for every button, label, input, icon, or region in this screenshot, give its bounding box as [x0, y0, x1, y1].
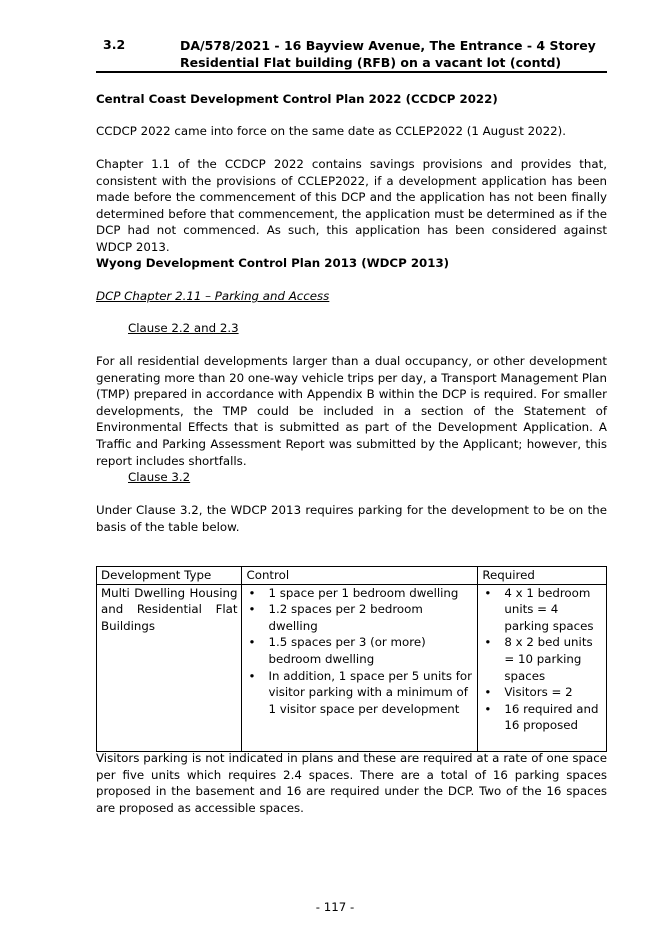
control-list [246, 585, 473, 718]
page-header-title: DA/578/2021 - 16 Bayview Avenue, The Entrance - 4 Storey Residential Flat building (RFB) on a vacant lot (contd) [180, 38, 596, 70]
required-cell [478, 584, 607, 751]
parking-requirements-table [96, 566, 607, 752]
header-rule [96, 71, 607, 73]
clause-3-2-heading: Clause 3.2 [128, 470, 191, 484]
clause-2-2-paragraph: For all residential developments larger than a dual occupancy, or other development generating more than 20 one-way vehicle trips per day, a Transport Management Plan (TMP) prepared in accordance with Appendix B within the DCP is required. For smaller developments, the TMP could be included in a section of the Statement of Environmental Effects that is submitted as part of the Development Application. A Traffic and Parking Assessment Report was submitted by the Applicant; however, this report includes shortfalls. [96, 354, 607, 468]
list-item: • 8 x 2 bed units = 10 parking spaces [482, 634, 602, 684]
wdcp-heading: Wyong Development Control Plan 2013 (WDCP 2013) [96, 256, 450, 270]
dcp-chapter-heading: DCP Chapter 2.11 – Parking and Access [96, 289, 330, 303]
page-number: - 117 - [315, 900, 355, 914]
table-header-cell: Control [242, 567, 478, 585]
ccdcp-heading: Central Coast Development Control Plan 2022 (CCDCP 2022) [96, 92, 498, 106]
clause-2-2-heading: Clause 2.2 and 2.3 [128, 321, 239, 335]
development-type-text: Multi Dwelling Housing and Residential Flat Buildings [101, 585, 238, 633]
control-cell [242, 584, 478, 751]
table-row [97, 584, 607, 751]
list-item: • Visitors = 2 [482, 684, 602, 701]
list-item: • 1.5 spaces per 3 (or more) bedroom dwelling [246, 634, 473, 667]
table-header-row [97, 567, 607, 585]
ccdcp-paragraph-1: CCDCP 2022 came into force on the same date as CCLEP2022 (1 August 2022). [96, 124, 567, 138]
list-item: • 1.2 spaces per 2 bedroom dwelling [246, 601, 473, 634]
conclusion-paragraph: Visitors parking is not indicated in plans and these are required at a rate of one space per five units which requires 2.4 spaces. There are a total of 16 parking spaces proposed in the basement and 16 are required under the DCP. Two of the 16 spaces are proposed as accessible spaces. [96, 751, 607, 815]
clause-3-2-paragraph: Under Clause 3.2, the WDCP 2013 requires parking for the development to be on the basis of the table below. [96, 503, 607, 534]
table-header-cell: Development Type [97, 567, 242, 585]
section-number: 3.2 [103, 37, 126, 52]
list-item: • 16 required and 16 proposed [482, 701, 602, 734]
required-list [482, 585, 602, 734]
list-item: • 4 x 1 bedroom units = 4 parking spaces [482, 585, 602, 635]
table-header-cell: Required [478, 567, 607, 585]
ccdcp-paragraph-2: Chapter 1.1 of the CCDCP 2022 contains savings provisions and provides that, consistent with the provisions of CCLEP2022, if a development application has been made before the commencement of this DCP and the application has not been finally determined before that commencement, the application must be determined as if the DCP had not commenced. As such, this application has been considered against WDCP 2013. [96, 157, 607, 254]
development-type-cell [97, 584, 242, 751]
list-item: • In addition, 1 space per 5 units for visitor parking with a minimum of 1 visitor space per development [246, 668, 473, 718]
list-item: • 1 space per 1 bedroom dwelling [246, 585, 473, 602]
